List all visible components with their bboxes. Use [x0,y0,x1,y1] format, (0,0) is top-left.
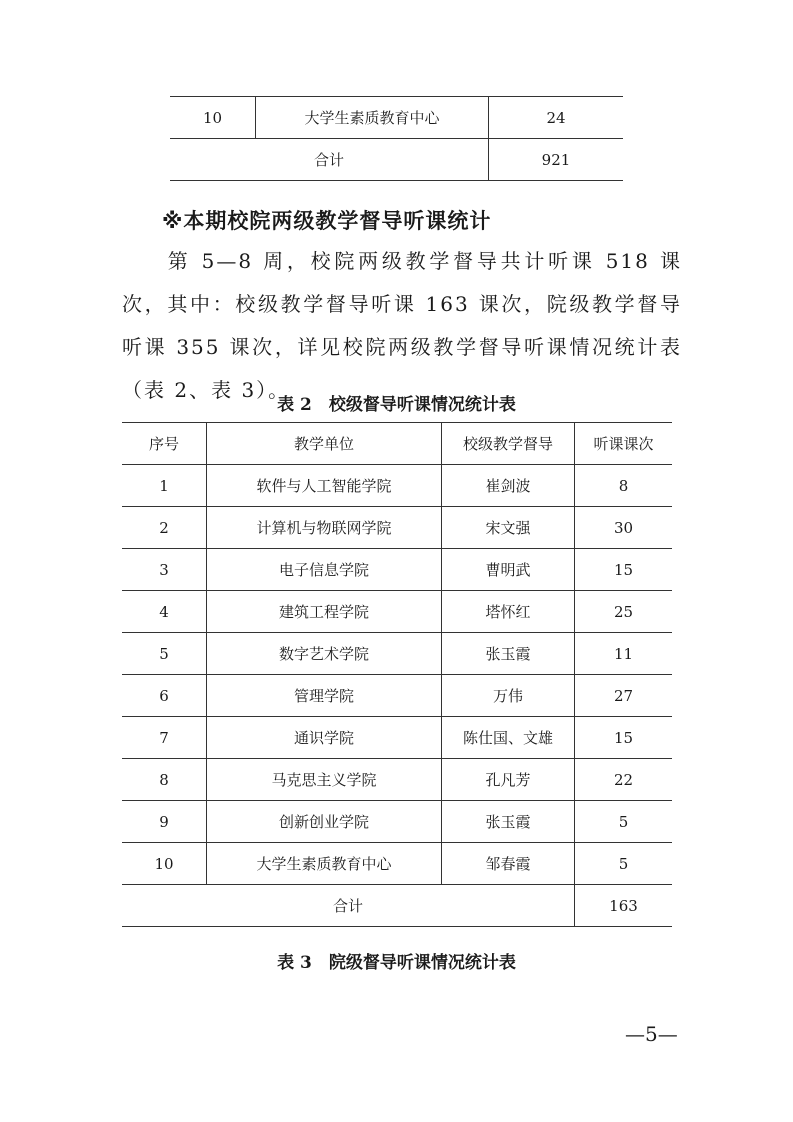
table-row [122,675,672,717]
table-row [122,717,672,759]
cell-unit: 软件与人工智能学院 [207,465,442,507]
cell-count: 22 [575,759,673,801]
cell-supervisor: 塔怀红 [442,591,575,633]
cell-supervisor: 宋文强 [442,507,575,549]
cell-no: 5 [122,633,207,675]
cell-no: 4 [122,591,207,633]
cell-count: 5 [575,843,673,885]
cell-count: 30 [575,507,673,549]
column-header: 序号 [122,423,207,465]
cell-no: 7 [122,717,207,759]
table2 [122,422,672,927]
total-row [122,885,672,927]
cell-no: 10 [170,97,256,139]
total-value: 163 [575,885,673,927]
table3-caption: 表 3 院级督导听课情况统计表 [277,953,516,973]
cell-no: 10 [122,843,207,885]
table-row [170,97,623,139]
cell-no: 1 [122,465,207,507]
cell-unit: 通识学院 [207,717,442,759]
cell-supervisor: 万伟 [442,675,575,717]
header-row [122,423,672,465]
cell-no: 6 [122,675,207,717]
cell-supervisor: 陈仕国、文雄 [442,717,575,759]
cell-unit: 马克思主义学院 [207,759,442,801]
cell-count: 15 [575,717,673,759]
cell-supervisor: 曹明武 [442,549,575,591]
column-header: 听课课次 [575,423,673,465]
cell-no: 3 [122,549,207,591]
paragraph-text: 第 5—8 周，校院两级教学督导共计听课 518 课次，其中：校级教学督导听课 163 课次，院级教学督导听课 355 课次，详见校院两级教学督导听课情况统计表（表 2、表 3）。 [122,249,682,402]
cell-unit: 电子信息学院 [207,549,442,591]
table-row [122,801,672,843]
table-row [122,843,672,885]
table-row [122,591,672,633]
cell-supervisor: 孔凡芳 [442,759,575,801]
cell-supervisor: 张玉霞 [442,801,575,843]
cell-count: 24 [489,97,624,139]
total-label: 合计 [122,885,575,927]
cell-count: 27 [575,675,673,717]
cell-unit: 大学生素质教育中心 [256,97,489,139]
table1 [170,96,623,181]
cell-supervisor: 邹春霞 [442,843,575,885]
cell-unit: 管理学院 [207,675,442,717]
cell-count: 15 [575,549,673,591]
table-row [122,549,672,591]
table-row [122,759,672,801]
cell-supervisor: 张玉霞 [442,633,575,675]
body-paragraph [122,240,682,412]
cell-no: 9 [122,801,207,843]
cell-count: 11 [575,633,673,675]
cell-unit: 数字艺术学院 [207,633,442,675]
total-label: 合计 [170,139,489,181]
cell-no: 2 [122,507,207,549]
cell-unit: 计算机与物联网学院 [207,507,442,549]
total-row [170,139,623,181]
table-row [122,465,672,507]
section-heading: ※本期校院两级教学督导听课统计 [162,209,492,233]
cell-unit: 大学生素质教育中心 [207,843,442,885]
cell-supervisor: 崔剑波 [442,465,575,507]
table2-caption: 表 2 校级督导听课情况统计表 [277,395,516,415]
total-value: 921 [489,139,624,181]
cell-count: 5 [575,801,673,843]
column-header: 校级教学督导 [442,423,575,465]
page-number: —5— [625,1022,678,1046]
table-row [122,507,672,549]
cell-unit: 创新创业学院 [207,801,442,843]
table-row [122,633,672,675]
cell-unit: 建筑工程学院 [207,591,442,633]
cell-count: 8 [575,465,673,507]
column-header: 教学单位 [207,423,442,465]
cell-count: 25 [575,591,673,633]
cell-no: 8 [122,759,207,801]
